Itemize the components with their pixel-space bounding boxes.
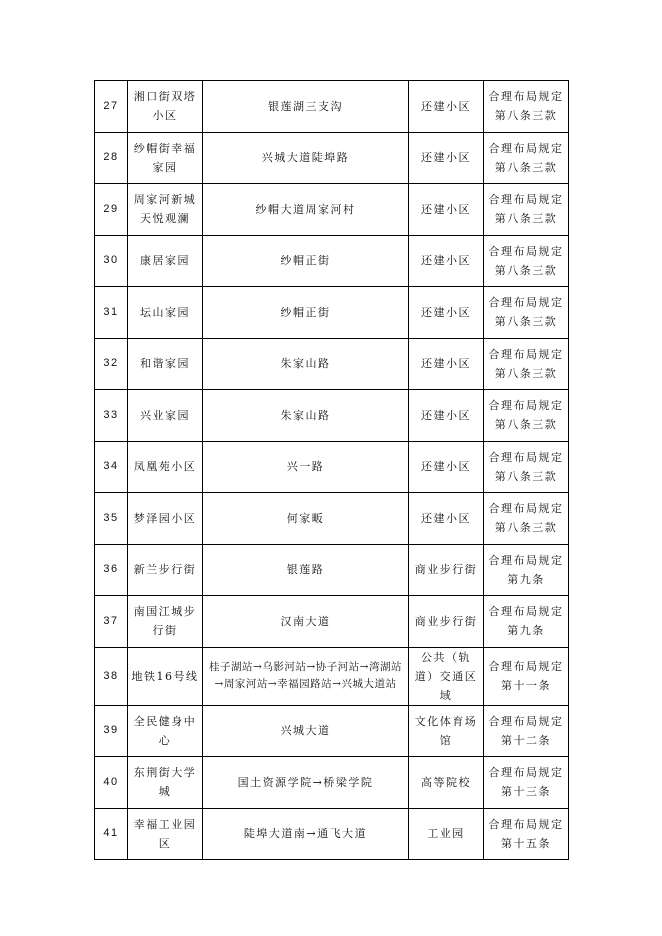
row-number: 39: [95, 705, 128, 757]
regulation-basis: 合理布局规定第十二条: [484, 705, 569, 757]
row-number: 36: [95, 544, 128, 596]
area-type: 高等院校: [409, 757, 484, 809]
row-number: 37: [95, 596, 128, 648]
route: 银莲湖三支沟: [203, 81, 409, 133]
area-type: 还建小区: [409, 287, 484, 339]
row-number: 27: [95, 81, 128, 133]
row-number: 34: [95, 441, 128, 493]
table-row: [95, 235, 569, 287]
regulation-basis: 合理布局规定第八条三款: [484, 390, 569, 442]
route: 朱家山路: [203, 338, 409, 390]
locations-table: [94, 80, 569, 860]
area-type: 公共（轨道）交通区域: [409, 647, 484, 705]
table-row: [95, 705, 569, 757]
table-row: [95, 757, 569, 809]
row-number: 28: [95, 132, 128, 184]
regulation-basis: 合理布局规定第九条: [484, 544, 569, 596]
area-type: 还建小区: [409, 184, 484, 236]
place-name: 坛山家园: [128, 287, 203, 339]
table-row: [95, 544, 569, 596]
place-name: 周家河新城天悦观澜: [128, 184, 203, 236]
table-row: [95, 441, 569, 493]
place-name: 地铁16号线: [128, 647, 203, 705]
table-row: [95, 338, 569, 390]
place-name: 凤凰苑小区: [128, 441, 203, 493]
row-number: 32: [95, 338, 128, 390]
route: 陡埠大道南→通飞大道: [203, 808, 409, 860]
regulation-basis: 合理布局规定第八条三款: [484, 184, 569, 236]
area-type: 还建小区: [409, 441, 484, 493]
route: 何家畈: [203, 493, 409, 545]
row-number: 38: [95, 647, 128, 705]
regulation-basis: 合理布局规定第十一条: [484, 647, 569, 705]
table-row: [95, 184, 569, 236]
regulation-basis: 合理布局规定第八条三款: [484, 81, 569, 133]
route: 银莲路: [203, 544, 409, 596]
area-type: 商业步行街: [409, 596, 484, 648]
place-name: 兴业家园: [128, 390, 203, 442]
area-type: 商业步行街: [409, 544, 484, 596]
place-name: 梦泽园小区: [128, 493, 203, 545]
route: 朱家山路: [203, 390, 409, 442]
route: 兴城大道: [203, 705, 409, 757]
table-row: [95, 596, 569, 648]
area-type: 文化体育场馆: [409, 705, 484, 757]
route: 纱帽正街: [203, 287, 409, 339]
place-name: 幸福工业园区: [128, 808, 203, 860]
area-type: 工业园: [409, 808, 484, 860]
route: 兴城大道陡埠路: [203, 132, 409, 184]
row-number: 35: [95, 493, 128, 545]
place-name: 康居家园: [128, 235, 203, 287]
row-number: 40: [95, 757, 128, 809]
row-number: 33: [95, 390, 128, 442]
place-name: 和谐家园: [128, 338, 203, 390]
place-name: 东荆街大学城: [128, 757, 203, 809]
place-name: 全民健身中心: [128, 705, 203, 757]
regulation-basis: 合理布局规定第八条三款: [484, 338, 569, 390]
table-row: [95, 390, 569, 442]
table-row: [95, 493, 569, 545]
place-name: 湘口街双塔小区: [128, 81, 203, 133]
route: 纱帽大道周家河村: [203, 184, 409, 236]
place-name: 纱帽街幸福家园: [128, 132, 203, 184]
row-number: 41: [95, 808, 128, 860]
area-type: 还建小区: [409, 235, 484, 287]
route: 兴一路: [203, 441, 409, 493]
regulation-basis: 合理布局规定第八条三款: [484, 132, 569, 184]
table-row: [95, 647, 569, 705]
place-name: 新兰步行街: [128, 544, 203, 596]
regulation-basis: 合理布局规定第八条三款: [484, 235, 569, 287]
table-row: [95, 287, 569, 339]
place-name: 南国江城步行街: [128, 596, 203, 648]
table-row: [95, 808, 569, 860]
regulation-basis: 合理布局规定第九条: [484, 596, 569, 648]
table-row: [95, 81, 569, 133]
table-row: [95, 132, 569, 184]
row-number: 30: [95, 235, 128, 287]
area-type: 还建小区: [409, 81, 484, 133]
regulation-basis: 合理布局规定第十五条: [484, 808, 569, 860]
route: 国土资源学院→桥梁学院: [203, 757, 409, 809]
area-type: 还建小区: [409, 132, 484, 184]
area-type: 还建小区: [409, 493, 484, 545]
regulation-basis: 合理布局规定第八条三款: [484, 287, 569, 339]
route: 汉南大道: [203, 596, 409, 648]
route: 桂子湖站→乌影河站→协子河站→湾湖站→周家河站→幸福园路站→兴城大道站: [203, 647, 409, 705]
route: 纱帽正街: [203, 235, 409, 287]
regulation-basis: 合理布局规定第八条三款: [484, 441, 569, 493]
area-type: 还建小区: [409, 338, 484, 390]
area-type: 还建小区: [409, 390, 484, 442]
row-number: 31: [95, 287, 128, 339]
regulation-basis: 合理布局规定第八条三款: [484, 493, 569, 545]
row-number: 29: [95, 184, 128, 236]
regulation-basis: 合理布局规定第十三条: [484, 757, 569, 809]
